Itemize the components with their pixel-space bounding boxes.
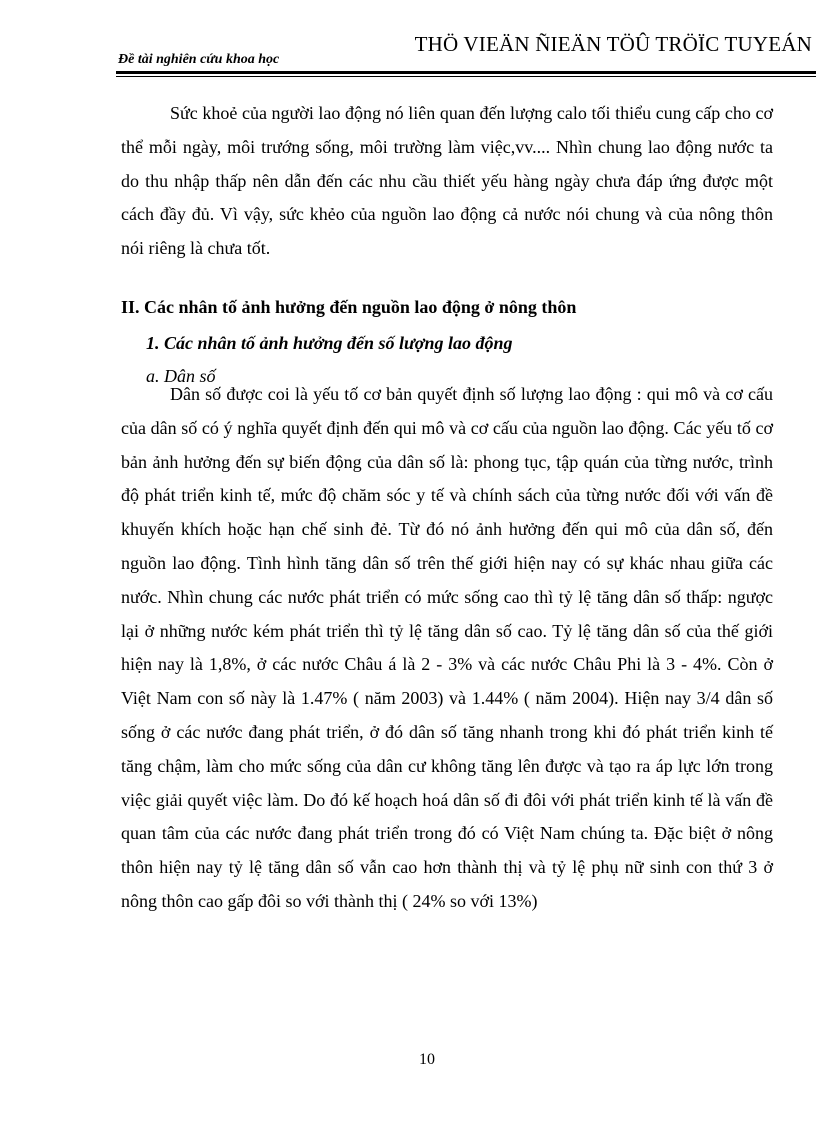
page-number: 10 bbox=[419, 1051, 435, 1068]
section-heading: II. Các nhân tố ảnh hưởng đến nguồn lao động ở nông thôn bbox=[121, 297, 577, 317]
paragraph-population: Dân số được coi là yếu tố cơ bản quyết định số lượng lao động : qui mô và cơ cấu của dân số có ý nghĩa quyết định đến qui mô và cơ cấu của nguồn lao động. Các yếu tố cơ bản ảnh hưởng đến sự biến động của dân số là: phong tục, tập quán của từng nước, trình độ phát triển kinh tế, mức độ chăm sóc y tế và chính sách của từng nước đối với vấn đề khuyến khích hoặc hạn chế sinh đẻ. Từ đó nó ảnh hưởng đến qui mô của dân số, đến nguồn lao động. Tình hình tăng dân số trên thế giới hiện nay có sự khác nhau giữa các nước. Nhìn chung các nước phát triển có mức sống cao thì tỷ lệ tăng dân số thấp: ngược lại ở những nước kém phát triển thì tỷ lệ tăng dân số cao. Tỷ lệ tăng dân số của thế giới hiện nay là 1,8%, ở các nước Châu á là 2 - 3% và các nước Châu Phi là 3 - 4%. Còn ở Việt Nam con số này là 1.47% ( năm 2003) và 1.44% ( năm 2004). Hiện nay 3/4 dân số sống ở các nước đang phát triển, ở đó dân số tăng nhanh trong khi đó phát triển kinh tế tăng chậm, làm cho mức sống của dân cư không tăng lên được và tạo ra áp lực lớn trong việc giải quyết việc làm. Do đó kế hoạch hoá dân số đi đôi với phát triển kinh tế là vấn đề quan tâm của các nước đang phát triển trong đó có Việt Nam chúng ta. Đặc biệt ở nông thôn hiện nay tỷ lệ tăng dân số vẫn cao hơn thành thị và tỷ lệ phụ nữ sinh con thứ 3 ở nông thôn cao gấp đôi so với thành thị ( 24% so với 13%) bbox=[121, 384, 773, 911]
header-library-title: THÖ VIEÄN ÑIEÄN TÖÛ TRÖÏC TUYEÁN bbox=[414, 32, 812, 56]
paragraph-health: Sức khoẻ của người lao động nó liên quan đến lượng calo tối thiểu cung cấp cho cơ thể mỗi ngày, môi trướng sống, môi trường làm việc,vv.... Nhìn chung lao động nước ta do thu nhập thấp nên dẫn đến các nhu cầu thiết yếu hàng ngày chưa đáp ứng được một cách đầy đủ. Vì vậy, sức khẻo của nguồn lao động cả nước nói chung và của nông thôn nói riêng là chưa tốt. bbox=[121, 103, 773, 259]
header-rule-thin bbox=[116, 76, 816, 77]
subsection-heading: 1. Các nhân tố ảnh hưởng đến số lượng lao động bbox=[146, 333, 513, 353]
header-rule-thick bbox=[116, 71, 816, 74]
header-document-title: Đề tài nghiên cứu khoa học bbox=[118, 52, 280, 67]
subsubsection-heading: a. Dân số bbox=[146, 366, 216, 386]
